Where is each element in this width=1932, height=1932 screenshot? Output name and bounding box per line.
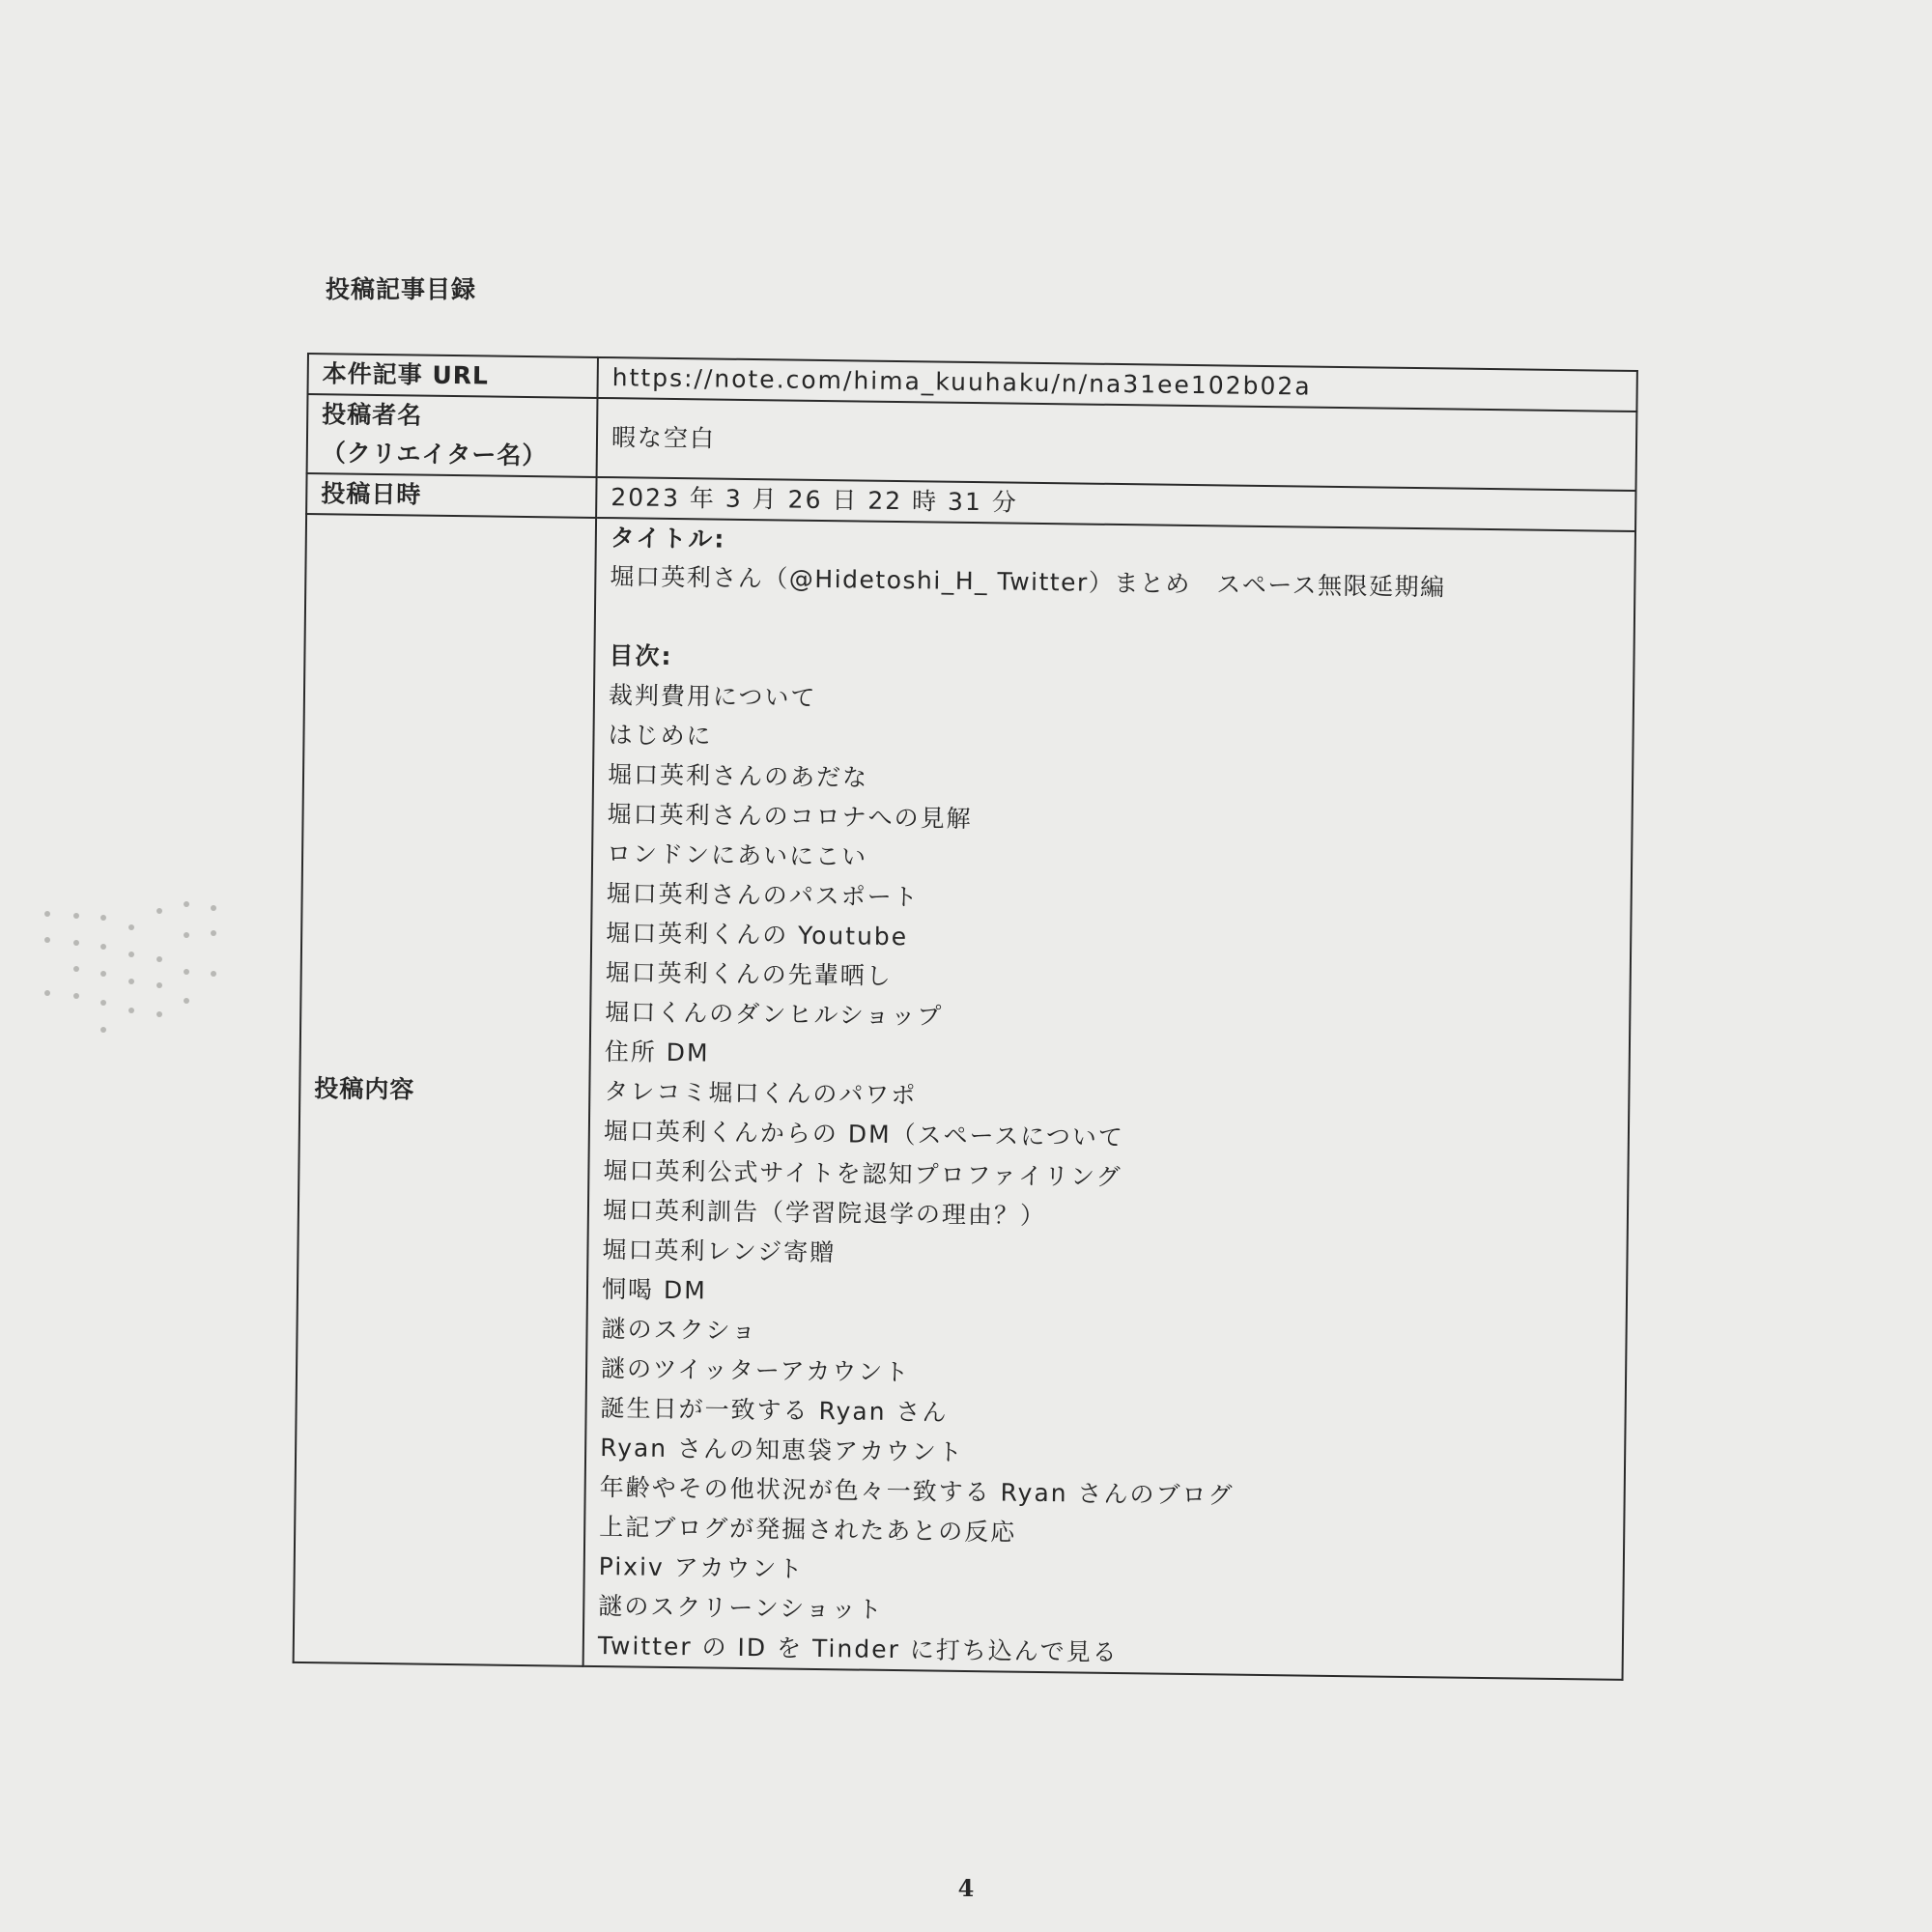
toc-item: ロンドンにあいにこい (606, 839, 868, 871)
toc-item: 謎のツイッターアカウント (600, 1354, 911, 1387)
toc-item: 年齢やその他状況が色々一致する Ryan さんのブログ (599, 1473, 1235, 1510)
toc-item: 堀口英利訓告（学習院退学の理由？） (602, 1196, 1047, 1231)
title-heading: タイトル: (610, 524, 726, 554)
toc-item: 堀口英利さんのコロナへの見解 (607, 800, 973, 834)
date-label: 投稿日時 (306, 473, 596, 518)
toc-item: Ryan さんの知恵袋アカウント (600, 1434, 964, 1466)
toc-list (598, 675, 1620, 1679)
url-value: https://note.com/hima_kuuhaku/n/na31ee102b02a (597, 357, 1636, 412)
toc-item: 堀口英利さんのあだな (607, 760, 869, 792)
punch-hole-marks (39, 894, 232, 1038)
author-value: 暇な空白 (597, 398, 1637, 491)
toc-item: 堀口英利くんの先輩晒し (605, 958, 893, 990)
toc-item: 上記ブログが発掘されたあとの反応 (599, 1513, 1017, 1547)
content-row (294, 514, 1635, 1680)
toc-item: 堀口英利くんの Youtube (606, 919, 909, 952)
toc-item: 住所 DM (604, 1037, 710, 1067)
toc-item: 謎のスクショ (601, 1315, 758, 1346)
toc-heading: 目次: (609, 641, 673, 670)
toc-item: はじめに (608, 721, 713, 751)
toc-item: 堀口くんのダンヒルショップ (605, 998, 944, 1031)
toc-item: タレコミ堀口くんのパワポ (604, 1077, 918, 1110)
page-number: 4 (957, 1874, 975, 1902)
toc-item: 謎のスクリーンショット (598, 1592, 884, 1624)
document-heading: 投稿記事目録 (326, 275, 477, 303)
toc-item: 堀口英利公式サイトを認知プロファイリング (603, 1156, 1122, 1192)
toc-item: 堀口英利さんのパスポート (606, 879, 920, 912)
toc-item: 恫喝 DM (601, 1275, 707, 1305)
toc-item: 誕生日が一致する Ryan さん (600, 1394, 949, 1427)
author-label (307, 394, 598, 477)
content-label: 投稿内容 (294, 514, 596, 1666)
toc-item: Pixiv アカウント (598, 1552, 805, 1583)
toc-item: 堀口英利くんからの DM（スペースについて (603, 1117, 1125, 1152)
post-title: 堀口英利さん（@Hidetoshi_H_ Twitter）まとめ スペース無限延期編 (610, 562, 1446, 602)
toc-item: 堀口英利レンジ寄贈 (602, 1236, 837, 1267)
url-label: 本件記事 URL (308, 354, 598, 398)
toc-item: 裁判費用について (608, 681, 817, 712)
author-label-line2: （クリエイター名） (321, 439, 548, 470)
date-value: 2023 年 3 月 26 日 22 時 31 分 (596, 477, 1635, 531)
content-cell (583, 518, 1635, 1680)
toc-item: Twitter の ID を Tinder に打ち込んで見る (597, 1632, 1119, 1667)
post-catalog-table (293, 353, 1638, 1681)
author-label-line1: 投稿者名 (322, 400, 423, 430)
